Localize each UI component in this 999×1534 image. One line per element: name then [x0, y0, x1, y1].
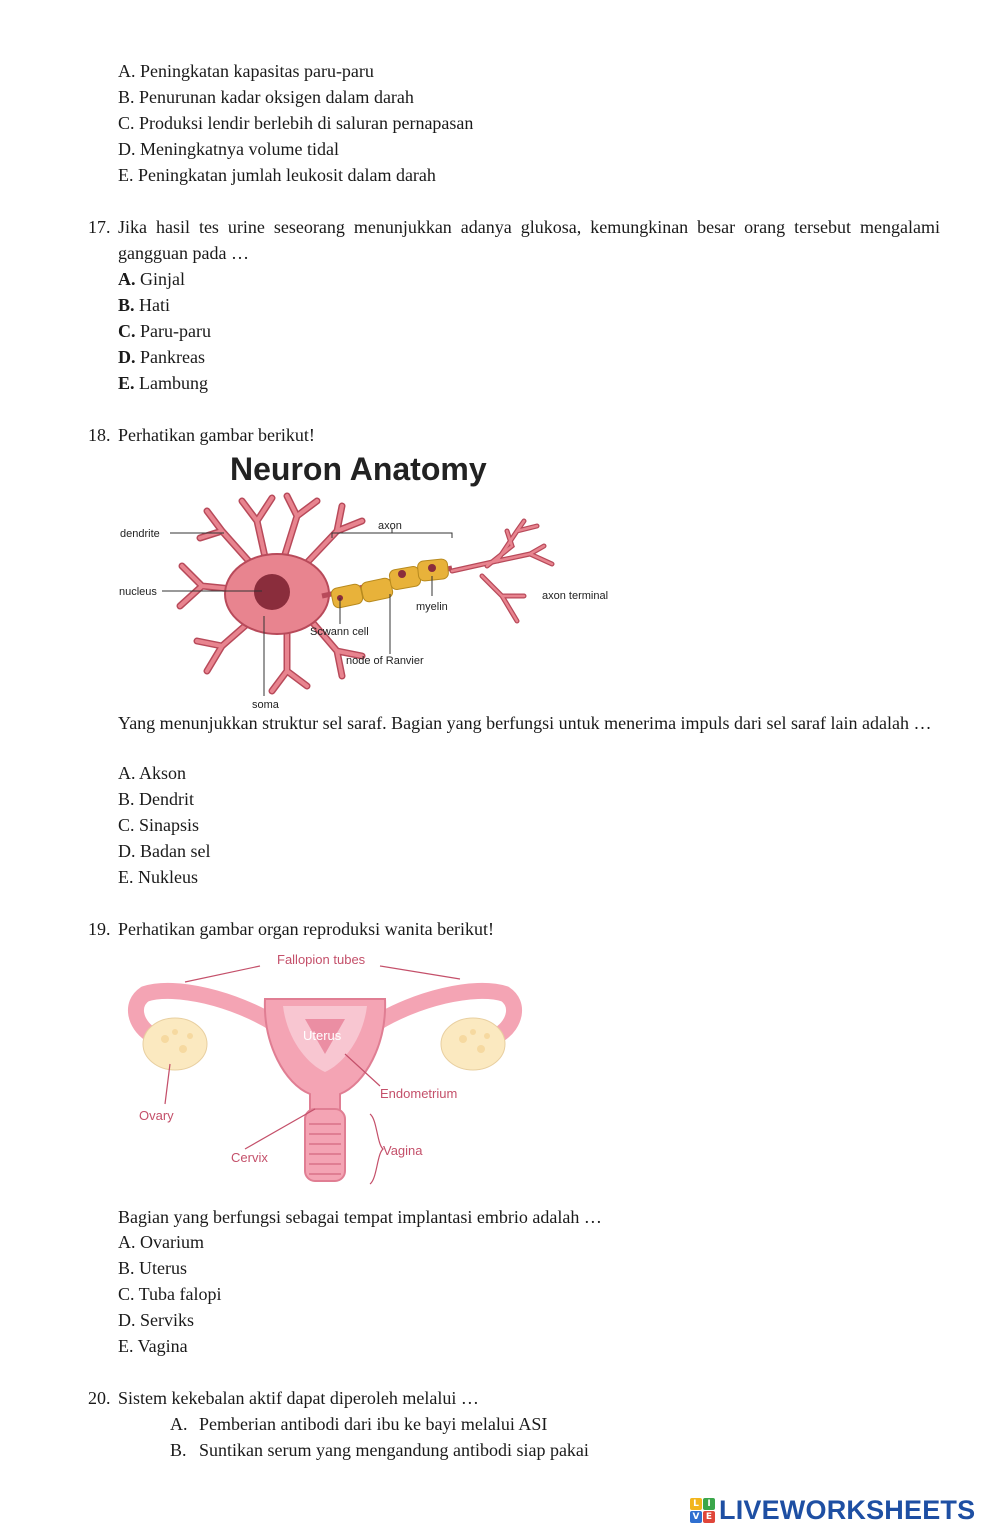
q16-option-c[interactable]: C. Produksi lendir berlebih di saluran pernapasan	[118, 113, 474, 133]
axon-terminal-shape	[452, 521, 552, 621]
q16-option-a[interactable]: A. Peningkatan kapasitas paru-paru	[118, 61, 374, 81]
q17-number: 17.	[88, 217, 111, 237]
q16-option-d[interactable]: D. Meningkatnya volume tidal	[118, 139, 339, 159]
q20-option-b[interactable]	[170, 1439, 589, 1461]
q17-option-c-text: Paru-paru	[140, 321, 211, 341]
q19-stem: Bagian yang berfungsi sebagai tempat implantasi embrio adalah …	[118, 1207, 602, 1227]
q17-option-c-letter: C.	[118, 321, 136, 341]
nucleus-shape	[254, 574, 290, 610]
neuron-diagram	[112, 446, 632, 712]
uterus-diagram	[115, 944, 535, 1198]
label-axon: axon	[378, 520, 402, 532]
q17-option-a[interactable]	[118, 268, 185, 290]
label-cervix: Cervix	[231, 1150, 268, 1165]
neuron-title: Neuron Anatomy	[230, 451, 487, 487]
q20-option-a[interactable]	[170, 1413, 547, 1435]
label-uterus: Uterus	[303, 1028, 342, 1043]
q17-option-e[interactable]	[118, 372, 208, 394]
q18-stem: Yang menunjukkan struktur sel saraf. Bagian yang berfungsi untuk menerima impuls dari sel saraf lain adalah …	[118, 713, 932, 733]
q19-number: 19.	[88, 919, 111, 939]
q17-option-e-text: Lambung	[139, 373, 209, 393]
q17-option-b[interactable]	[118, 294, 170, 316]
q20-option-a-letter: A.	[170, 1414, 188, 1434]
q19-option-d[interactable]: D. Serviks	[118, 1310, 194, 1330]
q20-stem: Sistem kekebalan aktif dapat diperoleh melalui …	[118, 1388, 479, 1408]
ovary-right	[441, 1018, 505, 1070]
label-fallopian-tubes: Fallopion tubes	[277, 952, 366, 967]
q18-number: 18.	[88, 425, 111, 445]
neuron-anatomy-figure	[112, 446, 632, 712]
q17-option-d[interactable]	[118, 346, 205, 368]
q17-option-d-text: Pankreas	[140, 347, 205, 367]
q18-option-c[interactable]: C. Sinapsis	[118, 815, 200, 835]
q18-intro: Perhatikan gambar berikut!	[118, 425, 315, 445]
q19-option-a[interactable]: A. Ovarium	[118, 1232, 204, 1252]
q19-intro: Perhatikan gambar organ reproduksi wanita berikut!	[118, 919, 495, 939]
q18-option-e[interactable]: E. Nukleus	[118, 867, 198, 887]
logo-text: LIVEWORKSHEETS	[719, 1494, 976, 1525]
q20-option-b-letter: B.	[170, 1440, 187, 1460]
logo-mark-icon: L I V E	[690, 1498, 715, 1523]
q18-option-b[interactable]: B. Dendrit	[118, 789, 194, 809]
q20-option-a-text: Pemberian antibodi dari ibu ke bayi melalui ASI	[199, 1414, 548, 1434]
q18-option-d[interactable]: D. Badan sel	[118, 841, 211, 861]
label-node-of-ranvier: node of Ranvier	[346, 655, 424, 667]
q19-option-e[interactable]: E. Vagina	[118, 1336, 188, 1356]
q18-option-a[interactable]: A. Akson	[118, 763, 187, 783]
q19-option-b[interactable]: B. Uterus	[118, 1258, 187, 1278]
label-dendrite: dendrite	[120, 528, 160, 540]
q16-option-e[interactable]: E. Peningkatan jumlah leukosit dalam darah	[118, 165, 436, 185]
label-vagina: Vagina	[383, 1143, 423, 1158]
liveworksheets-logo	[690, 1494, 975, 1526]
q20-option-b-text: Suntikan serum yang mengandung antibodi siap pakai	[199, 1440, 589, 1460]
q17-option-c[interactable]	[118, 320, 211, 342]
q17-option-b-text: Hati	[139, 295, 171, 315]
q17-option-d-letter: D.	[118, 347, 136, 367]
label-endometrium: Endometrium	[380, 1086, 458, 1101]
label-ovary: Ovary	[139, 1108, 174, 1123]
q16-option-b[interactable]: B. Penurunan kadar oksigen dalam darah	[118, 87, 414, 107]
label-schwann-cell: Scwann cell	[310, 626, 369, 638]
ovary-left	[143, 1018, 207, 1070]
label-myelin: myelin	[416, 601, 448, 613]
q20-number: 20.	[88, 1388, 111, 1408]
q17-option-a-text: Ginjal	[140, 269, 185, 289]
q17-option-b-letter: B.	[118, 295, 135, 315]
q19-option-c[interactable]: C. Tuba falopi	[118, 1284, 222, 1304]
q17-stem: Jika hasil tes urine seseorang menunjukkan adanya glukosa, kemungkinan besar orang tersebut mengalami gangguan pada …	[118, 217, 940, 263]
label-soma: soma	[252, 699, 279, 711]
label-nucleus: nucleus	[119, 586, 157, 598]
label-axon-terminal: axon terminal	[542, 590, 609, 602]
female-reproductive-figure	[115, 944, 535, 1198]
q17-option-a-letter: A.	[118, 269, 136, 289]
q17-option-e-letter: E.	[118, 373, 135, 393]
